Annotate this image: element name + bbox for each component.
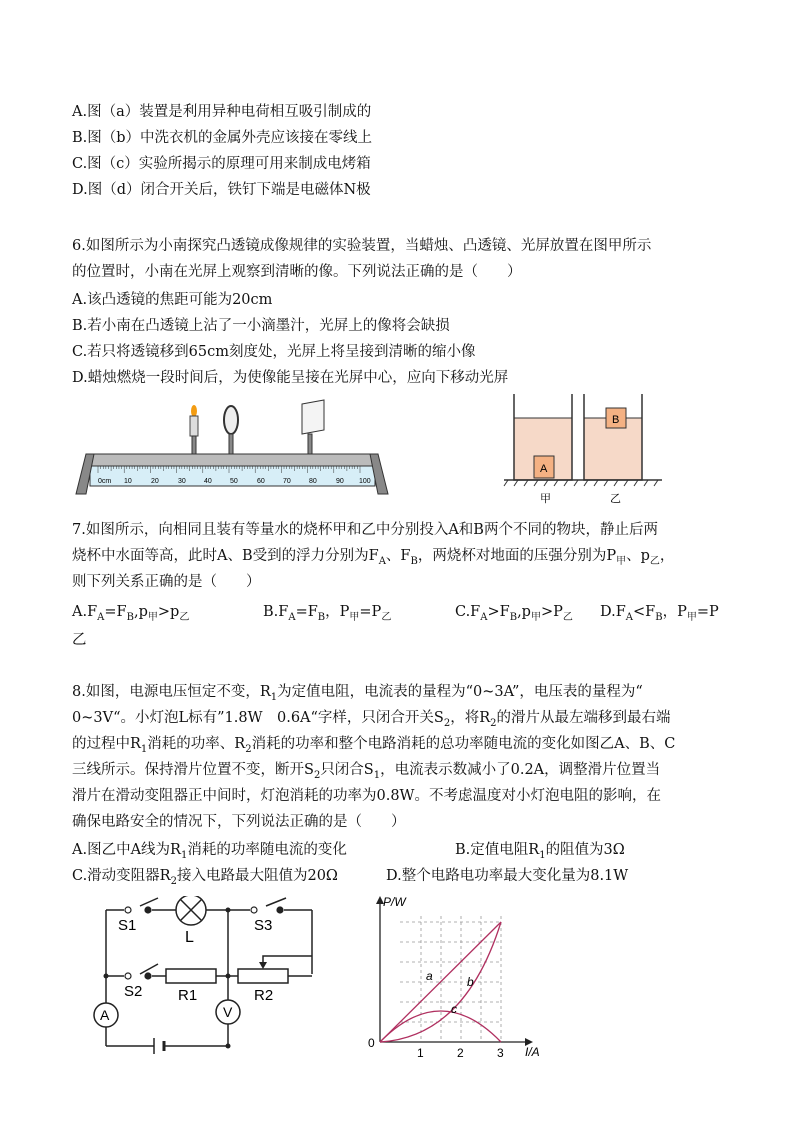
q6-option-d: D.蜡烛燃烧一段时间后，为使像能呈接在光屏中心，应向下移动光屏 <box>72 370 509 386</box>
q5-option-d: D.图（d）闭合开关后，铁钉下端是电磁体N极 <box>72 182 371 198</box>
q6-option-a: A.该凸透镜的焦距可能为20cm <box>72 292 273 308</box>
bench-tick-label: 70 <box>283 478 291 485</box>
beakers-figure <box>500 392 670 507</box>
q8-stem-line3: 的过程中$R_1$消耗的功率、$R_2$消耗的功率和整个电路消耗的总功率随电流的变化如图乙A、B、C <box>72 736 676 755</box>
switch-s2-label: S2 <box>124 983 143 1000</box>
q8-stem-line2: 0~3V“。小灯泡L标有”1.8W 0.6A“字样，只闭合开关$S_2$，将$R_2$的滑片从最左端移到最右端 <box>72 710 671 729</box>
beaker-jia <box>514 394 572 480</box>
q8-option-a: A.图乙中A线为$R_1$消耗的功率随电流的变化 <box>72 842 347 861</box>
circuit-diagram <box>88 896 328 1066</box>
label-jia: 甲 <box>540 493 551 505</box>
bench-tick-label: 90 <box>336 478 344 485</box>
curve-c <box>380 1011 501 1042</box>
switch-s1-label: S1 <box>118 917 137 934</box>
ammeter-label: A <box>100 1007 110 1023</box>
q7-option-c: $C.F_A>F_B,p_甲>P_乙$ <box>455 604 573 623</box>
optical-bench-figure <box>72 398 392 500</box>
q6-stem-line1: 6.如图所示为小南探究凸透镜成像规律的实验装置，当蜡烛、凸透镜、光屏放置在图甲所示 <box>72 238 652 254</box>
beaker-yi <box>584 394 642 480</box>
line-a <box>380 922 501 1042</box>
curve-b-label: b <box>467 975 474 989</box>
bench-tick-label: 10 <box>124 478 132 485</box>
label-yi: 乙 <box>610 493 621 505</box>
bench-tick-label: 100 <box>359 478 371 485</box>
q8-option-c: C.滑动变阻器$R_2$接入电路最大阻值为20Ω <box>72 868 338 887</box>
q7-stem-line1: 7.如图所示，向相同且装有等量水的烧杯甲和乙中分别投入A和B两个不同的物块，静止后两 <box>72 522 658 538</box>
q8-stem-line4: 三线所示。保持滑片位置不变，断开$S_2$只闭合$S_1$，电流表示数减小了0.2A，调整滑片位置当 <box>72 762 661 781</box>
lamp-l-label: L <box>185 929 194 946</box>
block-b-label: B <box>612 414 620 426</box>
bench-tick-label: 60 <box>257 478 265 485</box>
q8-option-b: B.定值电阻$R_1$的阻值为3Ω <box>455 842 625 861</box>
q5-option-c: C.图（c）实验所揭示的原理可用来制成电烤箱 <box>72 156 371 172</box>
q7-option-d-wrap: 乙 <box>72 632 87 648</box>
q8-stem-line5: 滑片在滑动变阻器正中间时，灯泡消耗的功率为0.8W。不考虑温度对小灯泡电阻的影响，在 <box>72 788 661 804</box>
q7-stem-line2: 烧杯中水面等高，此时A、B受到的浮力分别为$F_A$、$F_B$，两烧杯对地面的压强分别为$P_甲$、$p_乙$， <box>72 548 675 567</box>
resistor-r2-label: R2 <box>254 987 274 1004</box>
candle <box>190 405 198 454</box>
x-tick-1: 1 <box>417 1046 424 1060</box>
curve-c-label: c <box>451 1002 457 1016</box>
q8-option-d: D.整个电路电功率最大变化量为8.1W <box>386 868 629 884</box>
bench-tick-label: 50 <box>230 478 238 485</box>
x-tick-2: 2 <box>457 1046 464 1060</box>
q8-stem-line1: 8.如图，电源电压恒定不变，$R_1$为定值电阻，电流表的量程为“0~3A”，电压表的量程为“ <box>72 684 643 703</box>
q7-option-b: $B.F_A=F_B$，$P_甲=P_乙$ <box>263 604 392 623</box>
q5-option-b: B.图（b）中洗衣机的金属外壳应该接在零线上 <box>72 130 373 146</box>
q6-option-c: C.若只将透镜移到65cm刻度处，光屏上将呈接到清晰的缩小像 <box>72 344 476 360</box>
x-tick-3: 3 <box>497 1046 504 1060</box>
bench-tick-label: 0cm <box>98 478 112 485</box>
bench-tick-label: 40 <box>204 478 212 485</box>
voltmeter-label: V <box>223 1004 233 1020</box>
q7-option-a: $A.F_A=F_B,p_甲>p_乙$ <box>72 604 190 623</box>
resistor-r1-label: R1 <box>178 987 198 1004</box>
convex-lens <box>224 406 238 454</box>
origin-label: 0 <box>368 1036 375 1050</box>
bench-tick-label: 30 <box>178 478 186 485</box>
block-a-label: A <box>540 463 548 475</box>
q7-stem-line3: 则下列关系正确的是（ ） <box>72 574 261 590</box>
y-axis-label: P/W <box>383 895 406 909</box>
switch-s3-label: S3 <box>254 917 273 934</box>
x-axis-label: I/A <box>525 1045 540 1059</box>
q6-option-b: B.若小南在凸透镜上沾了一小滴墨汁，光屏上的像将会缺损 <box>72 318 450 334</box>
q6-stem-line2: 的位置时，小南在光屏上观察到清晰的像。下列说法正确的是（ ） <box>72 264 522 280</box>
q5-option-a: A.图（a）装置是利用异种电荷相互吸引制成的 <box>72 104 372 120</box>
power-current-graph <box>365 892 555 1060</box>
q8-stem-line6: 确保电路安全的情况下，下列说法正确的是（ ） <box>72 814 406 830</box>
curve-a-label: a <box>426 969 433 983</box>
light-screen <box>302 400 324 454</box>
q7-option-d: $D.F_A<F_B$，$P_甲=P$ <box>600 604 719 623</box>
bench-tick-label: 80 <box>309 478 317 485</box>
bench-tick-label: 20 <box>151 478 159 485</box>
